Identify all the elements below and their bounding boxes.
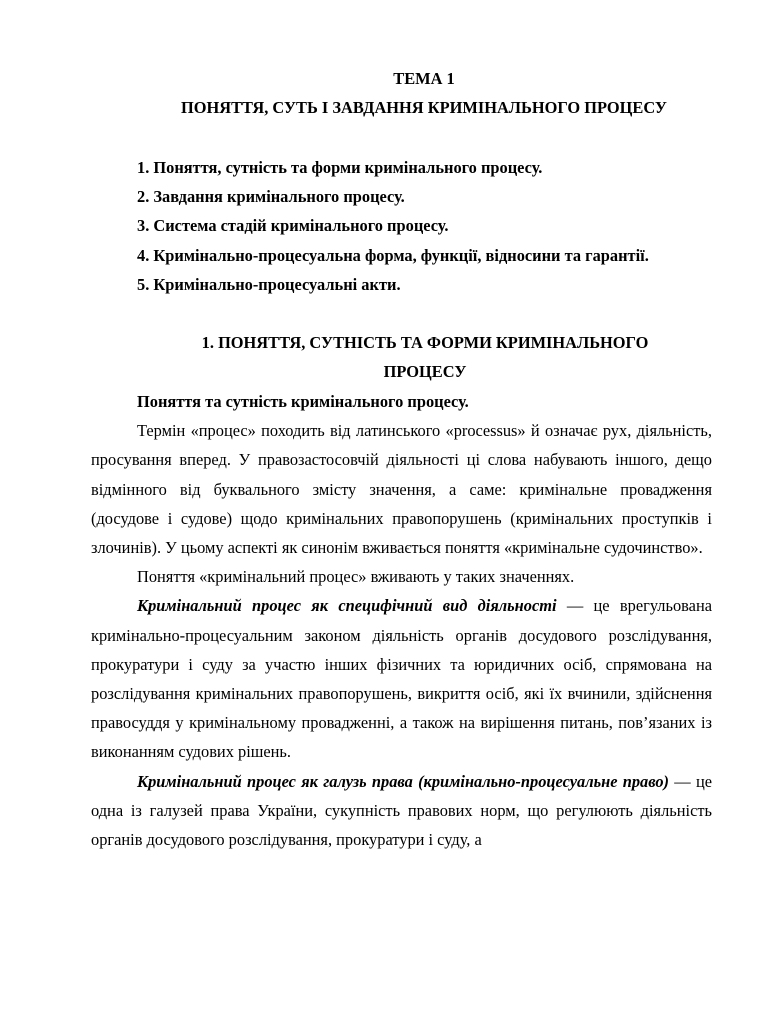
- section-title-line: ПРОЦЕСУ: [383, 362, 467, 382]
- topic-plan: [137, 153, 737, 299]
- definition-text: — це врегульована кримінально-процесуальним законом діяльність органів досудового розслідування, прокуратури і суду за участю інших фізичних та юридичних осіб, спрямована на розслідування кримінальних правопорушень, викриття осіб, які їх вчинили, здійснення правосуддя у кримінальному провадженні, а також на вирішення питань, пов’язаних із виконанням судових рішень.: [91, 596, 712, 762]
- plan-item: 4. Кримінально-процесуальна форма, функції, відносини та гарантії.: [137, 245, 649, 265]
- plan-item: 3. Система стадій кримінального процесу.: [137, 216, 449, 236]
- topic-number: ТЕМА 1: [393, 69, 455, 88]
- topic-title: ПОНЯТТЯ, СУТЬ І ЗАВДАННЯ КРИМІНАЛЬНОГО ПРОЦЕСУ: [181, 98, 667, 118]
- topic-heading: [78, 64, 768, 122]
- plan-item: 1. Поняття, сутність та форми кримінального процесу.: [137, 158, 543, 177]
- subheading: Поняття та сутність кримінального процесу.: [137, 392, 469, 411]
- section-body: [91, 387, 712, 854]
- section-title-line: 1. ПОНЯТТЯ, СУТНІСТЬ ТА ФОРМИ КРИМІНАЛЬНОГО: [201, 333, 649, 352]
- paragraph: Поняття «кримінальний процес» вживають у таких значеннях.: [137, 567, 575, 587]
- plan-item: 5. Кримінально-процесуальні акти.: [137, 274, 401, 294]
- term-definition: Кримінальний процес як галузь права (кримінально-процесуальне право): [137, 771, 670, 791]
- paragraph: [91, 767, 712, 855]
- paragraph: [91, 591, 712, 766]
- term-definition: Кримінальний процес як специфічний вид діяльності: [137, 596, 557, 616]
- paragraph: Термін «процес» походить від латинського «processus» й означає рух, діяльність, просування вперед. У правозастосовчій діяльності ці слова набувають іншого, дещо відмінного від буквального змісту значення, а саме: кримінальне провадження (досудове і судове) щодо кримінальних правопорушень (кримінальних проступків і злочинів). У цьому аспекті як синонім вживається поняття «кримінальне судочинство».: [91, 421, 712, 558]
- section-heading: [110, 328, 740, 386]
- plan-item: 2. Завдання кримінального процесу.: [137, 187, 405, 207]
- definition-text: — це одна із галузей права України, сукупність правових норм, що регулюють діяльність органів досудового розслідування, прокуратури і суду, а: [91, 771, 712, 850]
